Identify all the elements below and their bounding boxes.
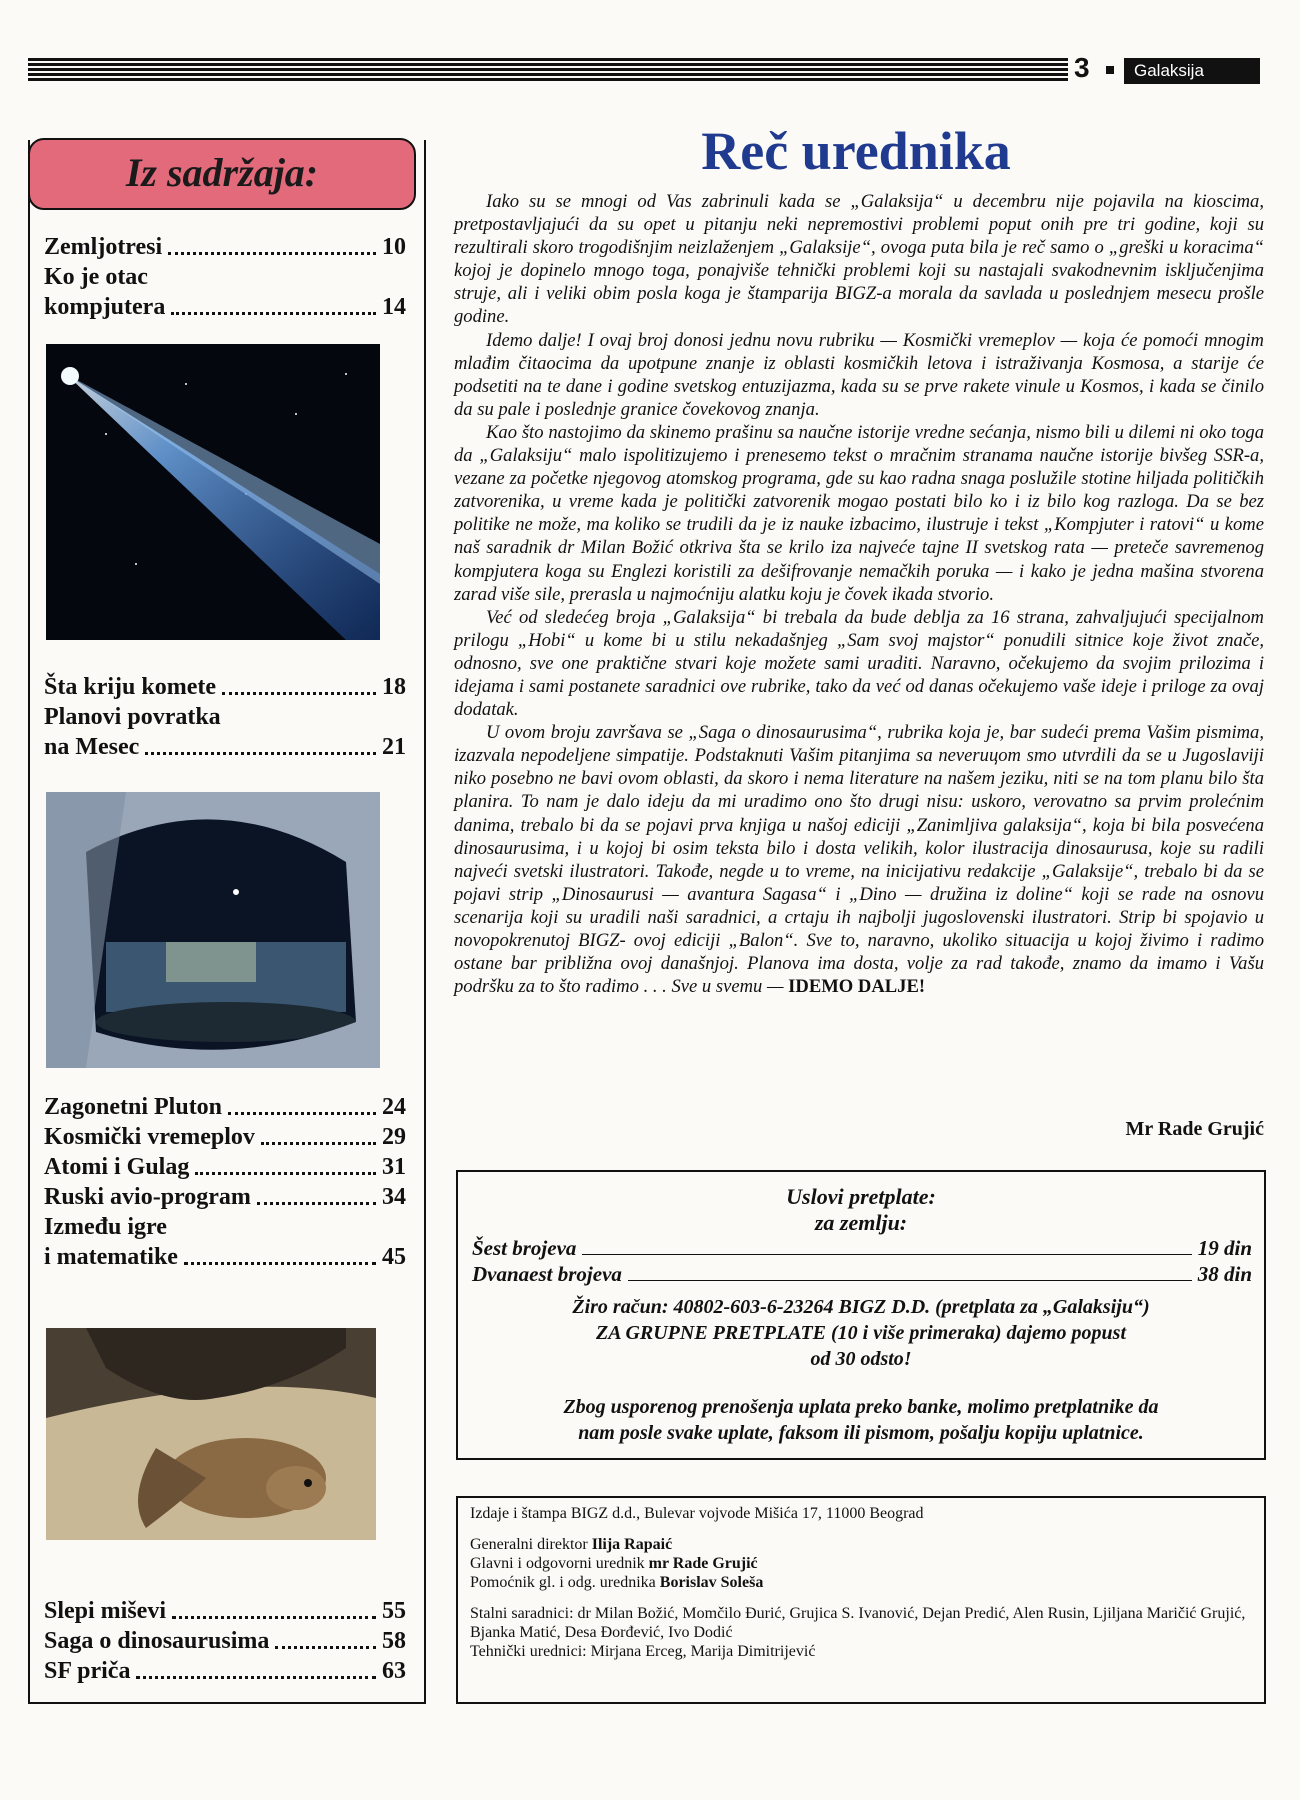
bat-photo (46, 1328, 376, 1540)
editor-line: Glavni i odgovorni urednik mr Rade Grujić (470, 1555, 758, 1572)
subscription-title: Uslovi pretplate: (786, 1184, 936, 1209)
publisher-line: Izdaje i štampa BIGZ d.d., Bulevar vojvode Mišića 17, 11000 Beograd (470, 1505, 924, 1522)
editorial-paragraph: Idemo dalje! I ovaj broj donosi jednu novu rubriku — Kosmički vremeplov — koja će pomoći mnogim mlađim čitaocima da upotpune znanje iz oblasti kosmičkih letova i istraživanja Kosmosa, a starije će podsetiti na te dane i godine svetskog entuzijazma, kada su se prve rakete vinule u Kosmos, i kada se činilo da su pale i poslednje granice čovekovog znanja. (454, 329, 1264, 420)
toc-entry[interactable]: Zemljotresi 10 (44, 234, 406, 260)
imprint-box (456, 1496, 1266, 1704)
toc-entry[interactable]: Između igre i matematike 45 (44, 1214, 406, 1270)
account-line: Žiro račun: 40802-603-6-23264 BIGZ D.D. (pretplata za „Galaksiju“) (572, 1296, 1150, 1318)
payment-note: nam posle svake uplate, faksom ili pismom, pošalju kopiju uplatnice. (578, 1422, 1144, 1444)
discount-amount: od 30 odsto! (810, 1348, 912, 1370)
editorial-author: Mr Rade Grujić (1125, 1118, 1264, 1140)
price-row: Šest brojeva 19 din (472, 1236, 1252, 1260)
editorial-body (454, 190, 1264, 998)
editorial-paragraph: Iako su se mnogi od Vas zabrinuli kada se „Galaksija“ u decembru nije pojavila na kioscima, pretpostavljajući da su opet u pitanju neki nepremostivi problemi poput onih pre tri godine, koji su rezultirali skoro trogodišnjim neizlaženjem „Galaksije“, ovoga puta bila je reč samo o „greški u koracima“ kojoj je dopinelo mnogo toga, ponajviše tehnički problemi koji su nastajali svakodnevnim isključenjima struje, ali i veliki obim posla koga je štamparija BIGZ-a morala da savlada u poslednjem mesecu prošle godine. (454, 191, 1264, 328)
assistant-line: Pomoćnik gl. i odg. urednika Borislav Soleša (470, 1574, 764, 1591)
payment-note: Zbog usporenog prenošenja uplata preko banke, molimo pretplatnike da (563, 1396, 1159, 1418)
subscription-subtitle: za zemlju: (814, 1210, 908, 1235)
toc-entry[interactable]: SF priča 63 (44, 1658, 406, 1684)
editorial-paragraph: Kao što nastojimo da skinemo prašinu sa naučne istorije vredne sećanja, nismo bili u dilemi ni oko toga da „Galaksiju“ malo ispolitizujemo i prenesemo tekst o mračnim stranama naučne istorije bivšeg SSR-a, vezane za početke njegovog atomskog programa, gde su kao radna snaga poslužile stotine hiljada političkih zatvorenika, u vreme kada je politički zatvorenik mogao postati bilo ko i iz bilo kog razloga. Da se bez politike ne može, ma koliko se trudili da je iz nauke izbacimo, ilustruje i tekst „Kompjuter i ratovi“ u kome naš saradnik dr Milan Božić otkriva šta se krilo iza najveće tajne II svetskog rata — preteče savremenog kompjutera koga su Englezi koristili za dešifrovanje nemačkih poruka — i kako je jedna mašina stvorena zarad više sile, prerasla u najmoćniju alatku koju je čovek ikada stvorio. (454, 421, 1264, 605)
technical-editors-line: Tehnički urednici: Mirjana Erceg, Marija Dimitrijević (470, 1643, 816, 1660)
subscription-box (456, 1170, 1266, 1460)
page-number: 3 (1074, 52, 1090, 83)
editorial-paragraph: U ovom broju završava se „Saga o dinosaurusima“, rubrika koja je, bar sudeći prema Vašim pismima, izazvala nepodeljene simpatije. Podstaknuti Vašim pitanjima sa neverицom smo utvrdili da se u Jugoslaviji niko posebno ne bavi ovom oblasti, da skoro i nema literature na našem jeziku, niti se na tom planu bilo šta planira. To nam je dalo ideju da mi uradimo ono što drugi nisu: uskoro, verovatno sa prvim prolećnim danima, trebalo bi da se pojavi prva knjiga u našoj ediciji „Zanimljiva galaksija“, koja bi bila posvećena dinosaurusima, i u kojoj bi osim teksta bilo i dosta velikih, kolor ilustracija dinosaurusa, koje su radili najveći svetski ilustratori. Takođe, negde u to vreme, na inicijativu redakcije „Galaksije“, trebalo bi da se pojavi strip „Dinosaurusi — avantura Sagasa“ i „Dino — družina iz doline“ koji se rade na osnovu scenarija koji su uradili naši saradnici, a crtaju ih najbolji jugoslovenski ilustratori. Strip bi spojavio u novopokrenutoj BIGZ- ovoj ediciji „Balon“. Sve to, naravno, ukoliko situacija u kojoj živimo i radimo ostane bar približna ovoj današnjoj. Planova ima dosta, volje za rad takođe, znamo da imamo i Vašu podršku za to što radimo . . . Sve u svemu — IDEMO DALJE! (454, 722, 1264, 998)
toc-entry[interactable]: Slepi miševi 55 (44, 1598, 406, 1624)
director-line: Generalni direktor Ilija Rapaić (470, 1536, 673, 1553)
contributors-line: Stalni saradnici: dr Milan Božić, Momčilo Đurić, Grujica S. Ivanović, Dejan Predić, Alen Rusin, Ljiljana Maričić Grujić, Bjanka Matić, Desa Đorđević, Ivo Dodić (470, 1605, 1246, 1641)
ice-cave-illustration (46, 792, 380, 1068)
toc-entry[interactable]: Saga o dinosaurusima 58 (44, 1628, 406, 1654)
header-rule (28, 58, 1068, 82)
toc-entry[interactable]: Planovi povratka na Mesec 21 (44, 704, 406, 760)
group-discount-line: ZA GRUPNE PRETPLATE (10 i više primeraka) dajemo popust (596, 1322, 1126, 1344)
toc-entry[interactable]: Ruski avio-program 34 (44, 1184, 406, 1210)
separator-square-icon (1106, 66, 1114, 74)
toc-entry[interactable]: Atomi i Gulag 31 (44, 1154, 406, 1180)
toc-heading: Iz sadržaja: (28, 138, 416, 210)
toc-entry[interactable]: Kosmički vremeplov 29 (44, 1124, 406, 1150)
toc-entry[interactable]: Šta kriju komete 18 (44, 674, 406, 700)
comet-illustration (46, 344, 380, 640)
editorial-paragraph: Već od sledećeg broja „Galaksija“ bi trebala da bude deblja za 16 strana, zahvaljujući specijalnom prilogu „Hobi“ u kome bi u stilu nekadašnjeg „Sam svoj majstor“ ponudili sitnice koje život znače, odnosno, sve one praktične stvari koje možete sami uraditi. Naravno, očekujemo da svojim prilozima i idejama i sami postanete saradnici ove rubrike, tako da već od danas očekujemo vaše ideje i priloge za ovaj dodatak. (454, 606, 1264, 721)
toc-entry[interactable]: Ko je otac kompjutera 14 (44, 264, 406, 320)
price-row: Dvanaest brojeva 38 din (472, 1262, 1252, 1286)
magazine-label: Galaksija (1124, 58, 1260, 84)
toc-entry[interactable]: Zagonetni Pluton 24 (44, 1094, 406, 1120)
editorial-title: Reč urednika (701, 121, 1011, 181)
editorial-closing: IDEMO DALJE! (788, 976, 926, 998)
